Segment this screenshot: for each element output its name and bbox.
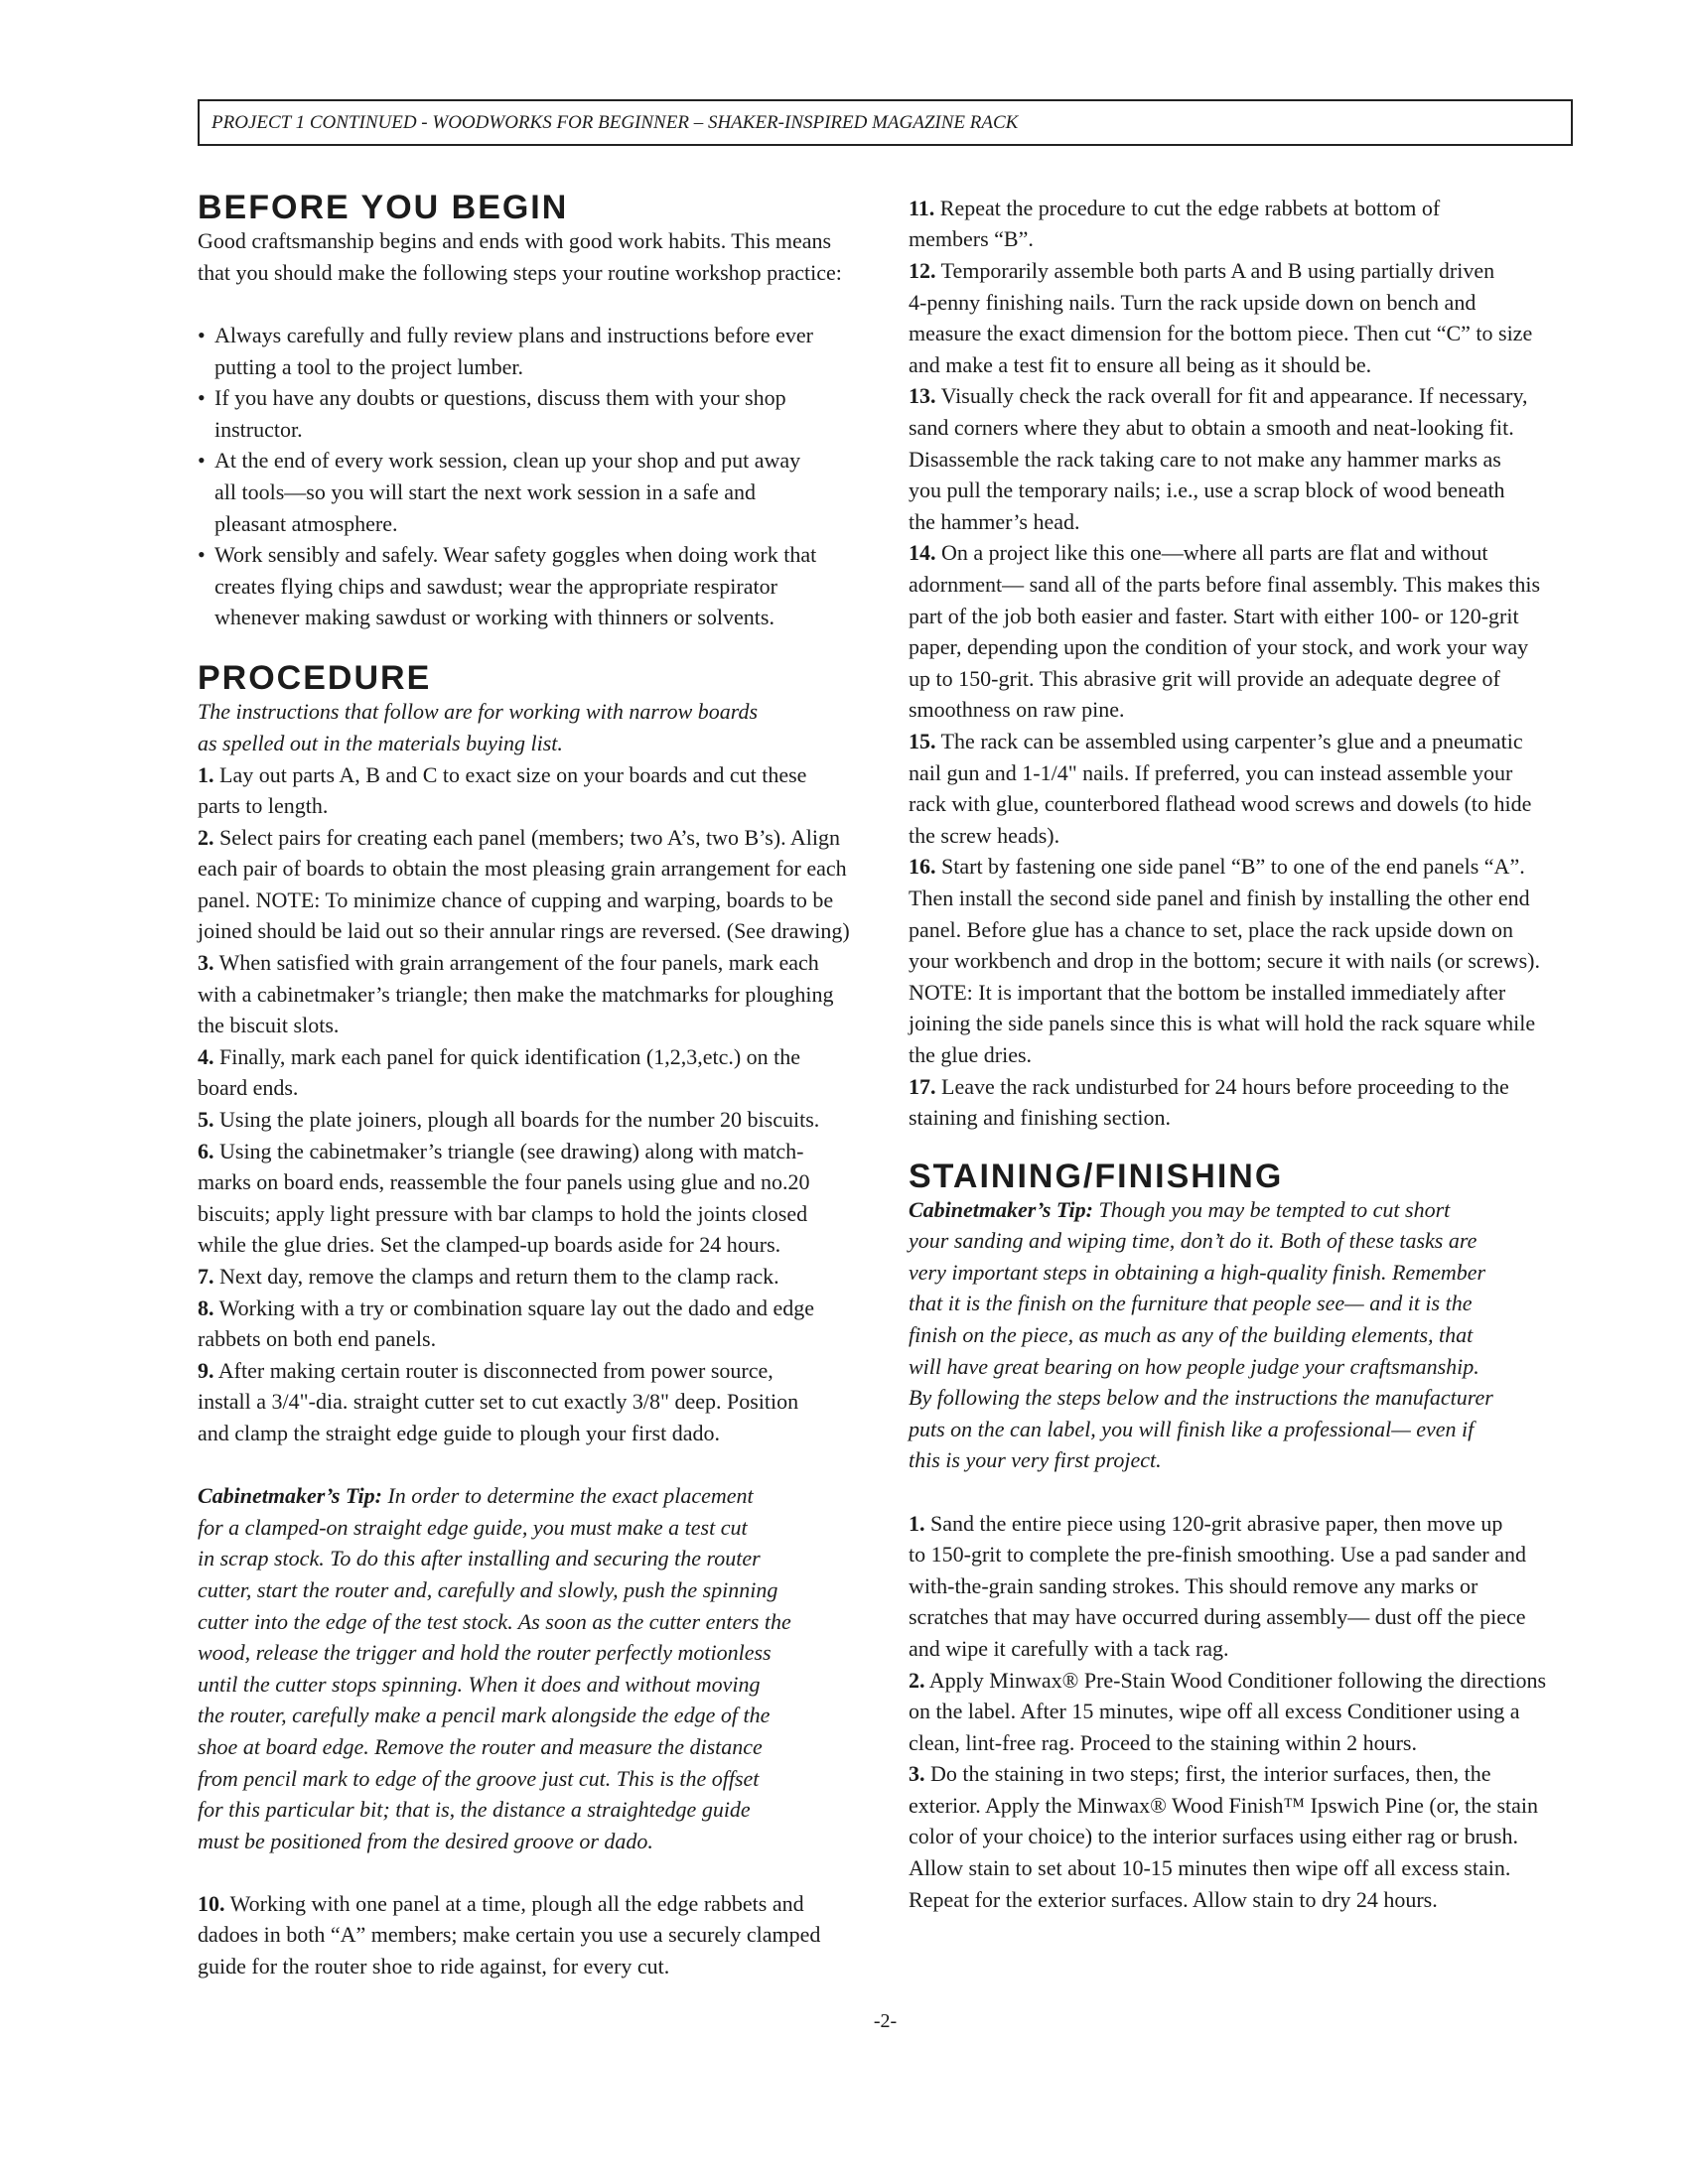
step-text: Start by fastening one side panel “B” to one of the end panels “A”. Then install the second side panel and finish by installing the other end panel. Before glue has a chance to set, place the rack upside down on your workbench and drop in the bottom; secure it with nails (or screws). NOTE: It is important that the bottom be installed immediately after joining the side panels since this is what will hold the rack square while the glue dries. <box>909 854 1541 1067</box>
step-text: Using the cabinetmaker’s triangle (see drawing) along with match- marks on board ends, reassemble the four panels using glue and no.20 biscuits; apply light pressure with bar clamps to hold the joints closed while the glue dries. Set the clamped-up boards aside for 24 hours. <box>198 1138 810 1258</box>
step-text: Repeat the procedure to cut the edge rabbets at bottom of members “B”. <box>909 195 1441 252</box>
step-item <box>909 851 1576 1070</box>
step-text: Temporarily assemble both parts A and B using partially driven 4-penny finishing nails. Turn the rack upside down on bench and measure the exact dimension for the bottom piece. Then cut “C” to size and make a test fit to ensure all being as it should be. <box>909 258 1533 377</box>
step-number: 4. <box>198 1043 214 1069</box>
step-number: 9. <box>198 1357 214 1383</box>
section-heading-before-you-begin: BEFORE YOU BEGIN <box>198 189 569 227</box>
step-item <box>198 947 865 1041</box>
step-text: After making certain router is disconnected from power source, install a 3/4"-dia. straight cutter set to cut exactly 3/8" deep. Position and clamp the straight edge guide to plough your first dado. <box>198 1357 799 1445</box>
step-text: Lay out parts A, B and C to exact size on your boards and cut these parts to length. <box>198 761 807 819</box>
tip-label: Cabinetmaker’s Tip: <box>909 1196 1093 1222</box>
bullet-icon: • <box>198 448 206 474</box>
intro-paragraph <box>198 225 865 288</box>
running-header-title: PROJECT 1 CONTINUED - WOODWORKS FOR BEGINNER – SHAKER-INSPIRED MAGAZINE RACK <box>211 112 1019 133</box>
step-text: The rack can be assembled using carpenter’s glue and a pneumatic nail gun and 1-1/4" nails. If preferred, you can instead assemble your rack with glue, counterbored flathead wood screws and dowels (to hide the screw heads). <box>909 728 1532 848</box>
finishing-step-item <box>909 1758 1576 1915</box>
tip-label: Cabinetmaker’s Tip: <box>198 1483 382 1509</box>
finishing-step-item <box>909 1665 1576 1759</box>
procedure-intro <box>198 696 865 758</box>
bullet-icon: • <box>198 385 206 411</box>
step-text: Sand the entire piece using 120-grit abrasive paper, then move up to 150-grit to complete the pre-finish smoothing. Use a pad sander and with-the-grain sanding strokes. This should remove any marks or scratches that may have occurred during assembly— dust off the piece and wipe it carefully with a tack rag. <box>909 1510 1526 1661</box>
step-number: 17. <box>909 1073 936 1099</box>
step-text: Leave the rack undisturbed for 24 hours before proceeding to the staining and finishing section. <box>909 1073 1509 1131</box>
step-item <box>909 193 1576 255</box>
step-item <box>198 1293 865 1355</box>
running-header <box>198 99 1573 146</box>
tip-paragraph <box>909 1194 1576 1476</box>
step-item <box>909 726 1576 851</box>
page-number: -2- <box>873 2010 898 2032</box>
step-item <box>198 1888 865 1982</box>
step-item <box>909 255 1576 380</box>
section-heading-procedure: PROCEDURE <box>198 659 432 698</box>
bullet-item <box>198 445 865 539</box>
step-number: 3. <box>909 1761 925 1787</box>
finishing-step-item <box>909 1508 1576 1665</box>
step-number: 11. <box>909 195 935 220</box>
step-text: Do the staining in two steps; first, the interior surfaces, then, the exterior. Apply the Minwax® Wood Finish™ Ipswich Pine (or, the stain color of your choice) to the interior surfaces using either rag or brush. Allow stain to set about 10-15 minutes then wipe off all excess stain. Repeat for the exterior surfaces. Allow stain to dry 24 hours. <box>909 1761 1539 1912</box>
bullet-text: At the end of every work session, clean up your shop and put away all tools—so you will start the next work session in a safe and pleasant atmosphere. <box>214 448 801 536</box>
step-number: 2. <box>909 1667 925 1693</box>
step-text: Working with a try or combination square lay out the dado and edge rabbets on both end panels. <box>198 1295 815 1352</box>
step-item <box>198 1261 865 1293</box>
bullet-text: Work sensibly and safely. Wear safety goggles when doing work that creates flying chips and sawdust; wear the appropriate respirator whenever making sawdust or working with thinners or solvents. <box>214 542 817 630</box>
step-number: 7. <box>198 1264 214 1289</box>
step-number: 2. <box>198 824 214 850</box>
step-item <box>198 822 865 947</box>
bullet-list <box>198 320 865 633</box>
step-text: Next day, remove the clamps and return them to the clamp rack. <box>219 1264 779 1289</box>
step-number: 1. <box>909 1510 925 1536</box>
step-item <box>909 380 1576 537</box>
step-text: Select pairs for creating each panel (members; two A’s, two B’s). Align each pair of boards to obtain the most pleasing grain arrangement for each panel. NOTE: To minimize chance of cupping and warping, boards to be joined should be laid out so their annular rings are reversed. (See drawing) <box>198 824 850 944</box>
step-item <box>198 1104 865 1136</box>
tip-text: Though you may be tempted to cut short your sanding and wiping time, don’t do it. Both of these tasks are very important steps in obtaining a high-quality finish. Remember that it is the finish on the furniture that people see— and it is the finish on the piece, as much as any of the building elements, that will have great bearing on how people judge your craftsmanship. By following the steps below and the instructions the manufacturer puts on the can label, you will finish like a professional— even if this is your very first project. <box>909 1196 1493 1473</box>
intro-text: Good craftsmanship begins and ends with good work habits. This means that you should make the following steps your routine workshop practice: <box>198 228 842 285</box>
bullet-item <box>198 539 865 633</box>
bullet-item <box>198 382 865 445</box>
step-number: 5. <box>198 1107 214 1133</box>
step-number: 15. <box>909 728 936 753</box>
step-text: When satisfied with grain arrangement of the four panels, mark each with a cabinetmaker’s triangle; then make the matchmarks for ploughing the biscuit slots. <box>198 950 834 1038</box>
step-text: Using the plate joiners, plough all boards for the number 20 biscuits. <box>219 1107 820 1133</box>
step-number: 3. <box>198 950 214 976</box>
right-column <box>909 193 1576 1915</box>
step-number: 1. <box>198 761 214 787</box>
tip-text: In order to determine the exact placement for a clamped-on straight edge guide, you must make a test cut in scrap stock. To do this after installing and securing the router cutter, start the router and, carefully and slowly, push the spinning cutter into the edge of the test stock. As soon as the cutter enters the wood, release the trigger and hold the router perfectly motionless until the cutter stops spinning. When it does and without moving the router, carefully make a pencil mark alongside the edge of the shoe at board edge. Remove the router and measure the distance from pencil mark to edge of the groove just cut. This is the offset for this particular bit; that is, the distance a straightedge guide must be positioned from the desired groove or dado. <box>198 1483 791 1853</box>
step-number: 8. <box>198 1295 214 1320</box>
procedure-intro-text: The instructions that follow are for working with narrow boards as spelled out in the materials buying list. <box>198 699 759 755</box>
step-number: 16. <box>909 854 936 880</box>
tip-paragraph <box>198 1480 865 1856</box>
bullet-icon: • <box>198 323 206 348</box>
step-text: Finally, mark each panel for quick identification (1,2,3,etc.) on the board ends. <box>198 1043 801 1101</box>
step-item <box>198 1136 865 1261</box>
section-heading-staining-finishing: STAINING/FINISHING <box>909 1157 1284 1195</box>
step-item <box>909 537 1576 726</box>
step-text: On a project like this one—where all parts are flat and without adornment— sand all of the parts before final assembly. This makes this part of the job both easier and faster. Start with either 100- or 120-grit paper, depending upon the condition of your stock, and work your way up to 150-grit. This abrasive grit will provide an adequate degree of smoothness on raw pine. <box>909 540 1541 723</box>
bullet-icon: • <box>198 542 206 568</box>
step-item <box>909 1071 1576 1134</box>
step-number: 10. <box>198 1890 225 1916</box>
left-column <box>198 190 865 1981</box>
step-number: 14. <box>909 540 936 566</box>
step-item <box>198 1355 865 1449</box>
step-number: 6. <box>198 1138 214 1163</box>
step-number: 12. <box>909 258 936 284</box>
bullet-text: If you have any doubts or questions, discuss them with your shop instructor. <box>214 385 786 442</box>
step-item <box>198 759 865 822</box>
step-number: 13. <box>909 383 936 409</box>
bullet-item <box>198 320 865 382</box>
step-text: Working with one panel at a time, plough all the edge rabbets and dadoes in both “A” members; make certain you use a securely clamped guide for the router shoe to ride against, for every cut. <box>198 1890 821 1979</box>
bullet-text: Always carefully and fully review plans and instructions before ever putting a tool to the project lumber. <box>214 323 813 379</box>
step-text: Visually check the rack overall for fit and appearance. If necessary, sand corners where they abut to obtain a smooth and neat-looking fit. Disassemble the rack taking care to not make any hammer marks as you pull the temporary nails; i.e., use a scrap block of wood beneath the hammer’s head. <box>909 383 1528 534</box>
step-item <box>198 1041 865 1104</box>
step-text: Apply Minwax® Pre-Stain Wood Conditioner following the directions on the label. After 15 minutes, wipe off all excess Conditioner using a clean, lint-free rag. Proceed to the staining within 2 hours. <box>909 1667 1547 1755</box>
